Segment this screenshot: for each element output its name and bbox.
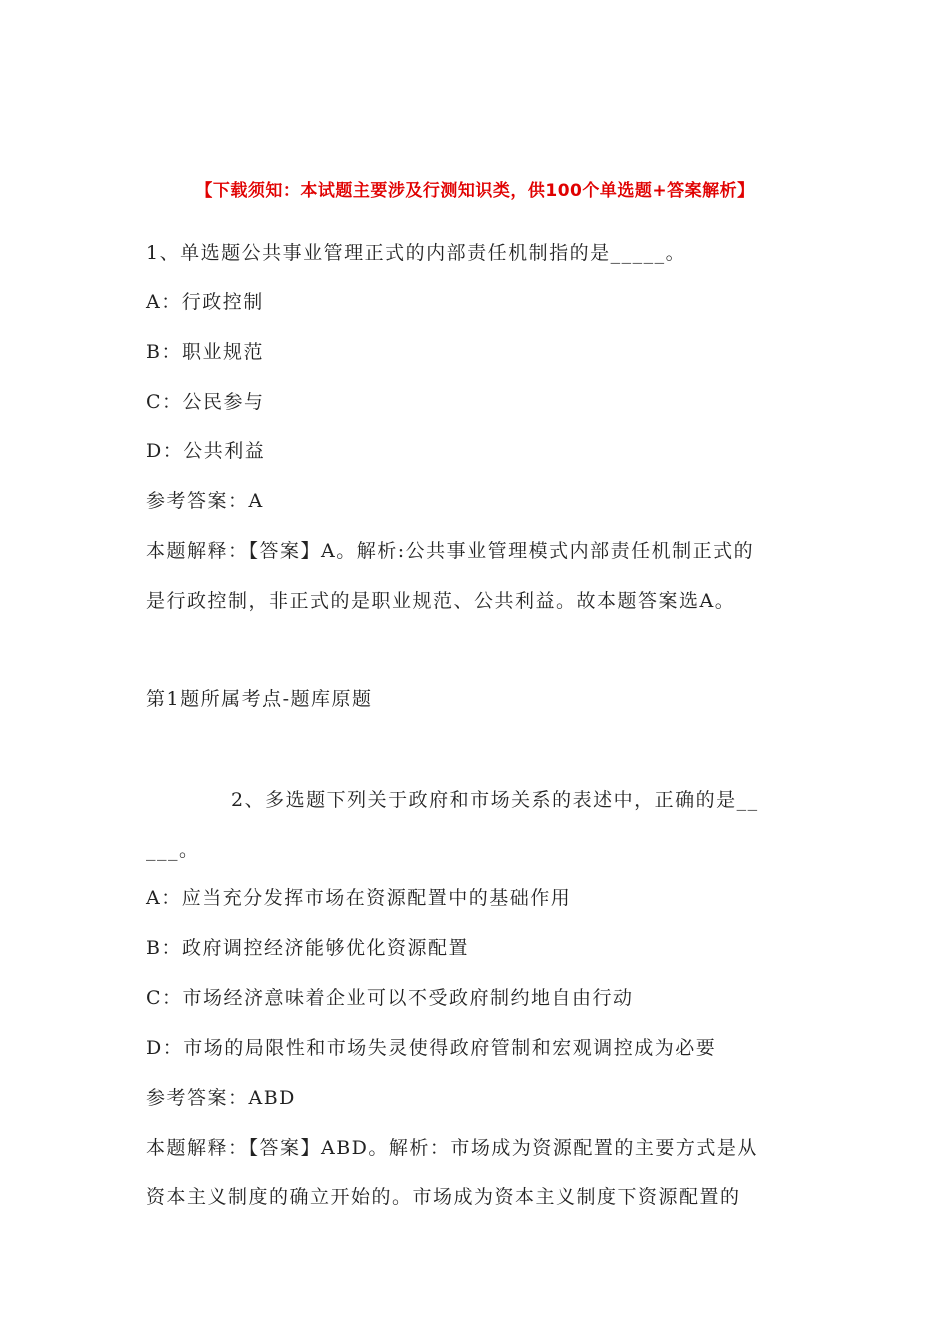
question-2-option-c: C：市场经济意味着企业可以不受政府制约地自由行动 bbox=[146, 987, 634, 1009]
question-1-option-c: C：公民参与 bbox=[146, 391, 265, 413]
question-1-explanation-line-2: 是行政控制，非正式的是职业规范、公共利益。故本题答案选A。 bbox=[146, 590, 736, 612]
question-2-option-b: B：政府调控经济能够优化资源配置 bbox=[146, 937, 469, 959]
question-2-option-d: D：市场的局限性和市场失灵使得政府管制和宏观调控成为必要 bbox=[146, 1037, 717, 1059]
question-2-option-a: A：应当充分发挥市场在资源配置中的基础作用 bbox=[146, 887, 572, 909]
question-2-explanation-line-2: 资本主义制度的确立开始的。市场成为资本主义制度下资源配置的 bbox=[146, 1186, 741, 1208]
question-1-stem: 1、单选题公共事业管理正式的内部责任机制指的是_____。 bbox=[146, 242, 687, 264]
question-1-answer: 参考答案：A bbox=[146, 490, 264, 512]
download-notice: 【下载须知：本试题主要涉及行测知识类，供100个单选题+答案解析】 bbox=[195, 181, 755, 201]
question-1-explanation-line-1: 本题解释：【答案】A。解析:公共事业管理模式内部责任机制正式的 bbox=[146, 540, 755, 562]
question-1-point: 第1题所属考点-题库原题 bbox=[146, 688, 373, 710]
question-1-option-b: B：职业规范 bbox=[146, 341, 264, 363]
question-2-explanation-line-1: 本题解释：【答案】ABD。解析：市场成为资源配置的主要方式是从 bbox=[146, 1137, 758, 1159]
question-2-stem-line-1: 2、多选题下列关于政府和市场关系的表述中，正确的是__ bbox=[231, 789, 759, 811]
question-1-option-a: A：行政控制 bbox=[146, 291, 264, 313]
question-2-stem-line-2: ___。 bbox=[146, 839, 200, 861]
question-2-answer: 参考答案：ABD bbox=[146, 1087, 296, 1109]
question-1-option-d: D：公共利益 bbox=[146, 440, 266, 462]
